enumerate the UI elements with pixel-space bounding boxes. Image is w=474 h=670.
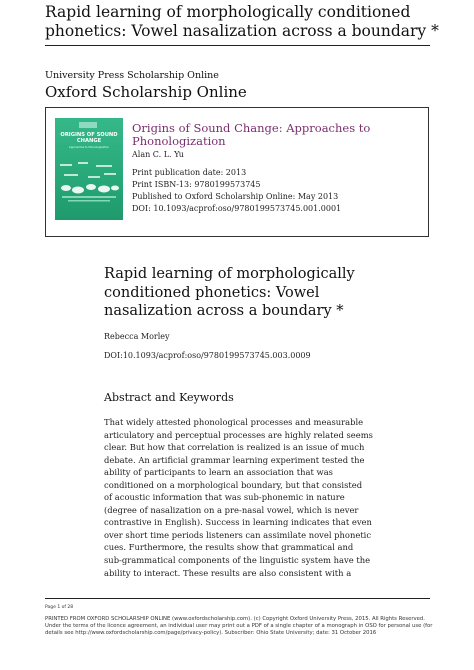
copyright-notice: PRINTED FROM OXFORD SCHOLARSHIP ONLINE (www.oxfordscholarship.com). (c) Copyright Oxford University Press, 2015. All Rights Reserved. Under the terms of the licence agreement, an individual user may print out a PDF of a single chapter of a monograph in OSO for personal use (for details see http://www.oxfordscholarship.com/page/privacy-policy). Subscriber: Ohio State University; date: 31 October 2016 <box>45 616 433 637</box>
book-title[interactable]: Origins of Sound Change: Approaches to Phonologization <box>132 121 371 148</box>
page-number: Page 1 of 28 <box>45 605 74 610</box>
cover-logo <box>79 122 97 128</box>
book-doi: DOI: 10.1093/acprof:oso/9780199573745.001.0001 <box>132 204 342 213</box>
abstract-heading: Abstract and Keywords <box>104 391 234 404</box>
running-title: Rapid learning of morphologically conditioned phonetics: Vowel nasalization across a boundary * <box>45 3 439 40</box>
abstract-line: ability to interact. These results are also consistent with a <box>104 567 352 578</box>
book-author: Alan C. L. Yu <box>132 150 184 159</box>
abstract-line: (degree of nasalization on a pre-nasal vowel, which is never <box>104 504 359 515</box>
abstract-line: cues. Furthermore, the results show that grammatical and <box>104 542 354 553</box>
abstract-line: sub-grammatical components of the linguistic system have the <box>104 555 371 566</box>
chapter-doi: DOI:10.1093/acprof:oso/9780199573745.003.0009 <box>104 351 311 360</box>
print-publication-date: Print publication date: 2013 <box>132 168 247 177</box>
abstract-line: articulatory and perceptual processes are highly related seems <box>104 429 373 440</box>
book-cover-image <box>55 118 123 220</box>
header-divider <box>45 45 430 46</box>
abstract-line: debate. An artificial grammar learning experiment tested the <box>104 454 365 465</box>
abstract-line: That widely attested phonological processes and measurable <box>104 417 364 427</box>
published-online-date: Published to Oxford Scholarship Online: May 2013 <box>132 192 339 201</box>
abstract-line: contrastive in English). Success in learning indicates that even <box>104 517 372 528</box>
cover-title: ORIGINS OF SOUND CHANGE <box>60 132 118 144</box>
abstract-line: over short time periods listeners can assimilate novel phonetic <box>104 529 372 540</box>
chapter-author: Rebecca Morley <box>104 332 170 341</box>
cover-subtitle: Approaches to Phonologization <box>68 146 110 149</box>
abstract-line: ability of participants to learn an association that was <box>104 467 333 478</box>
cover-illustration <box>58 158 120 204</box>
chapter-title: Rapid learning of morphologically conditioned phonetics: Vowel nasalization across a boundary * <box>104 266 355 319</box>
print-isbn: Print ISBN-13: 9780199573745 <box>132 180 261 189</box>
abstract-line: of acoustic information that was sub-phonemic in nature <box>104 492 345 503</box>
publisher-name: Oxford Scholarship Online <box>45 83 247 101</box>
footer-divider <box>45 598 430 599</box>
abstract-line: clear. But how that correlation is realized is an issue of much <box>104 442 365 453</box>
book-metadata <box>132 167 341 215</box>
abstract-line: conditioned on a morphological boundary, but that consisted <box>104 479 363 490</box>
abstract-text <box>104 416 404 579</box>
publisher-imprint: University Press Scholarship Online <box>45 70 219 81</box>
